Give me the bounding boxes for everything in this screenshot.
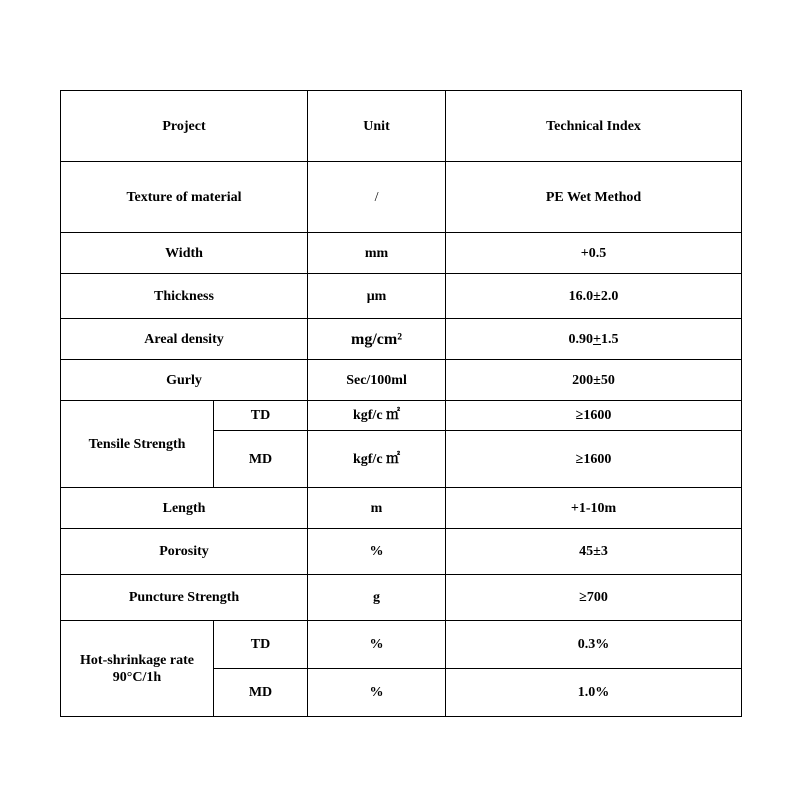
row-value <box>446 319 742 360</box>
row-unit: % <box>308 529 446 575</box>
row-value: PE Wet Method <box>446 162 742 233</box>
row-label: Thickness <box>61 274 308 319</box>
table-row-tensile-td <box>61 401 742 431</box>
value-plus-minus: + <box>593 331 601 347</box>
row-direction: MD <box>214 669 308 717</box>
row-label: Puncture Strength <box>61 575 308 621</box>
row-value: 16.0±2.0 <box>446 274 742 319</box>
row-value: ≥1600 <box>446 431 742 488</box>
row-direction: TD <box>214 621 308 669</box>
row-unit: % <box>308 621 446 669</box>
table-row-length <box>61 488 742 529</box>
row-value: ≥1600 <box>446 401 742 431</box>
row-label: Length <box>61 488 308 529</box>
row-unit: % <box>308 669 446 717</box>
row-unit: μm <box>308 274 446 319</box>
row-label: Areal density <box>61 319 308 360</box>
row-unit: kgf/c ㎡ <box>308 401 446 431</box>
row-unit: Sec/100ml <box>308 360 446 401</box>
row-label-line2: 90°C/1h <box>112 669 162 685</box>
row-unit: / <box>308 162 446 233</box>
row-label-line1: Hot-shrinkage rate <box>80 652 194 668</box>
row-value: 0.3% <box>446 621 742 669</box>
row-label: Tensile Strength <box>61 401 214 488</box>
row-label <box>61 621 214 717</box>
row-unit: g <box>308 575 446 621</box>
row-unit: mg/cm² <box>308 319 446 360</box>
table-row-gurly <box>61 360 742 401</box>
row-value: 200±50 <box>446 360 742 401</box>
value-base: 0.90 <box>568 331 594 347</box>
row-label: Texture of material <box>61 162 308 233</box>
row-label: Gurly <box>61 360 308 401</box>
header-project: Project <box>61 91 308 162</box>
table-row-thickness <box>61 274 742 319</box>
table-row-width <box>61 233 742 274</box>
row-value: +0.5 <box>446 233 742 274</box>
row-value: ≥700 <box>446 575 742 621</box>
table-row-areal-density <box>61 319 742 360</box>
row-value: 45±3 <box>446 529 742 575</box>
row-unit: mm <box>308 233 446 274</box>
table-row-puncture <box>61 575 742 621</box>
table-row-shrink-td <box>61 621 742 669</box>
header-unit: Unit <box>308 91 446 162</box>
header-technical-index: Technical Index <box>446 91 742 162</box>
row-value: 1.0% <box>446 669 742 717</box>
row-direction: TD <box>214 401 308 431</box>
table-row-texture <box>61 162 742 233</box>
row-label: Width <box>61 233 308 274</box>
row-value: +1-10m <box>446 488 742 529</box>
row-unit: m <box>308 488 446 529</box>
row-direction: MD <box>214 431 308 488</box>
row-label: Porosity <box>61 529 308 575</box>
table-row-porosity <box>61 529 742 575</box>
value-tail: 1.5 <box>601 331 619 347</box>
spec-table <box>60 90 742 717</box>
row-unit: kgf/c ㎡ <box>308 431 446 488</box>
table-header-row <box>61 91 742 162</box>
